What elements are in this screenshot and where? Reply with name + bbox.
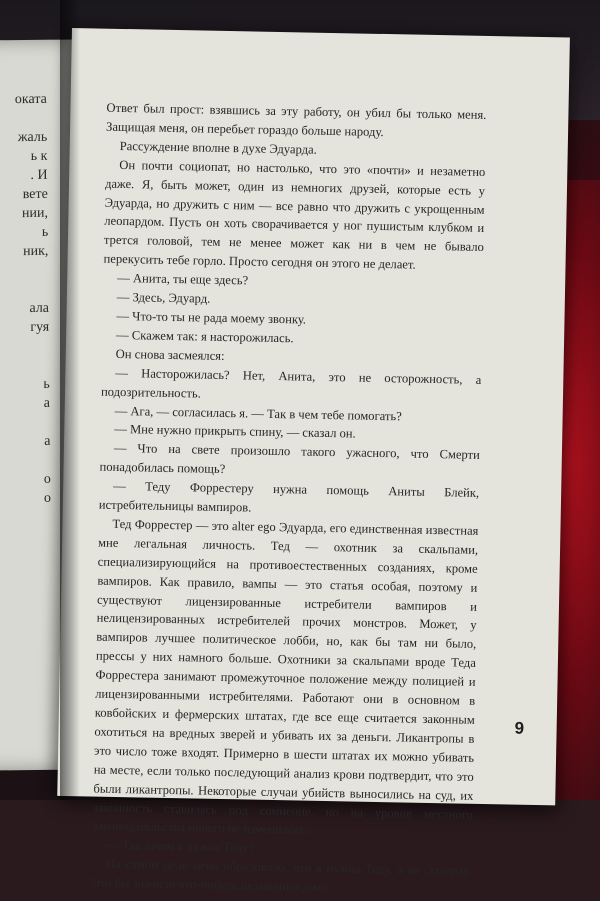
left-page-text-fragment bbox=[0, 415, 50, 416]
paragraph: Тед Форрестер — это alter ego Эдуарда, его единственная известная мне легальная личность. Тед — охотник за скальпами, специализирующийся на противоестественных созданиях, кроме вампиров. Как правило, вампы — это статья особая, поэтому и существуют лицензированные истребители вампиров и нелицензированных истребителей прочих монстров. Может, у вампиров лучшее политическое лобби, но, как бы там ни было, прессы у них намного больше. Охотники за скальпами вроде Теда Форрестера занимают промежуточное положение между полицией и лицензированными истребителями. Работают они в основном в ковбойских и фермерских штатах, где все еще считается законным охотиться на вредных зверей и убивать их за деньги. Ликантропы в это число тоже входят. Примерно в шести штатах их можно убивать на месте, если только последующий анализ крови подтвердит, что это были ликантропы. Некоторые случаи убийств выносились на суд, их законность ставилась под сомнение, но на уровне местного законодательства ничего не изменилось. bbox=[92, 516, 479, 838]
paragraph: — Что-то ты не рада моему звонку. bbox=[116, 308, 307, 327]
page-number: 9 bbox=[514, 718, 525, 738]
left-page-text-fragment: ь к bbox=[30, 148, 48, 164]
left-page-text-fragment bbox=[0, 339, 49, 340]
left-page-text-fragment: а bbox=[43, 395, 51, 411]
left-page-text-fragment bbox=[0, 263, 49, 264]
paragraph: — Скажем так: я насторожилась. bbox=[115, 327, 294, 346]
left-page-text-fragment: гуя bbox=[30, 319, 50, 335]
left-page-text-fragment bbox=[0, 358, 50, 359]
paragraph: Он снова засмеялся: bbox=[115, 346, 225, 363]
paragraph: — Здесь, Эдуард. bbox=[116, 289, 211, 306]
left-page-text-fragment: ник, bbox=[23, 243, 49, 260]
left-page-text-fragment: оката bbox=[14, 91, 47, 108]
left-page-text-fragment: а bbox=[44, 433, 51, 449]
left-page-text-fragment bbox=[0, 111, 47, 112]
paragraph: Рассуждение вполне в духе Эдуарда. bbox=[119, 138, 318, 157]
paragraph: Ответ был прост: взявшись за эту работу, он убил бы только меня. Защищая меня, он перебьет гораздо больше народу. bbox=[105, 100, 487, 139]
paragraph: — Насторожилась? Нет, Анита, это не осторожность, а подозрительность. bbox=[100, 365, 482, 401]
paragraph: — Так зачем я нужна Теду? bbox=[106, 838, 255, 855]
paragraph: — Что на свете произошло такого ужасного, что Смерти понадобилась помощь? bbox=[99, 441, 481, 477]
left-page-text-fragment: о bbox=[43, 490, 52, 506]
paragraph: — Ага, — согласилась я. — Так в чем тебе помогать? bbox=[114, 403, 402, 423]
left-page-text-fragment bbox=[0, 282, 49, 283]
left-page-text-fragment: ала bbox=[29, 300, 50, 317]
left-page-text-fragment: вете bbox=[22, 186, 48, 203]
left-page-text-fragment: жаль bbox=[17, 129, 48, 146]
left-page-text-fragment: нии, bbox=[21, 205, 49, 222]
left-page-text-fragment bbox=[0, 453, 51, 454]
page-text bbox=[91, 99, 486, 900]
book-spine-shadow bbox=[60, 0, 80, 800]
book-page bbox=[57, 28, 570, 895]
left-page-text-fragment: . И bbox=[30, 167, 48, 183]
paragraph: — Мне нужно прикрыть спину, — сказал он. bbox=[114, 422, 356, 441]
paragraph: — Теду Форрестеру нужна помощь Аниты Блейк, истребительницы вампиров. bbox=[98, 479, 480, 515]
left-page-text-fragment: ь bbox=[43, 376, 50, 392]
left-page-text-fragment: ь bbox=[41, 224, 49, 240]
paragraph: Он почти социопат, но настолько, что это «почти» и незаметно даже. Я, быть может, один из немногих друзей, которые есть у Эдуарда, но дружить с ним — все равно что дружить с укрощенным леопардом. Пусть он хоть сворачивается у ног пушистым клубком и трется головой, тем не менее может как ни в чем не бывало перекусить тебе горло. Просто сегодня он этого не делает. bbox=[103, 157, 486, 272]
left-page-text-fragment: о bbox=[43, 471, 51, 487]
paragraph: — Анита, ты еще здесь? bbox=[117, 271, 249, 288]
paragraph: На самом деле меня обрадовало, что я нужна Теду, а не Эдуарду. Это бы значило что-нибудь незаконное, ско- bbox=[91, 857, 473, 895]
